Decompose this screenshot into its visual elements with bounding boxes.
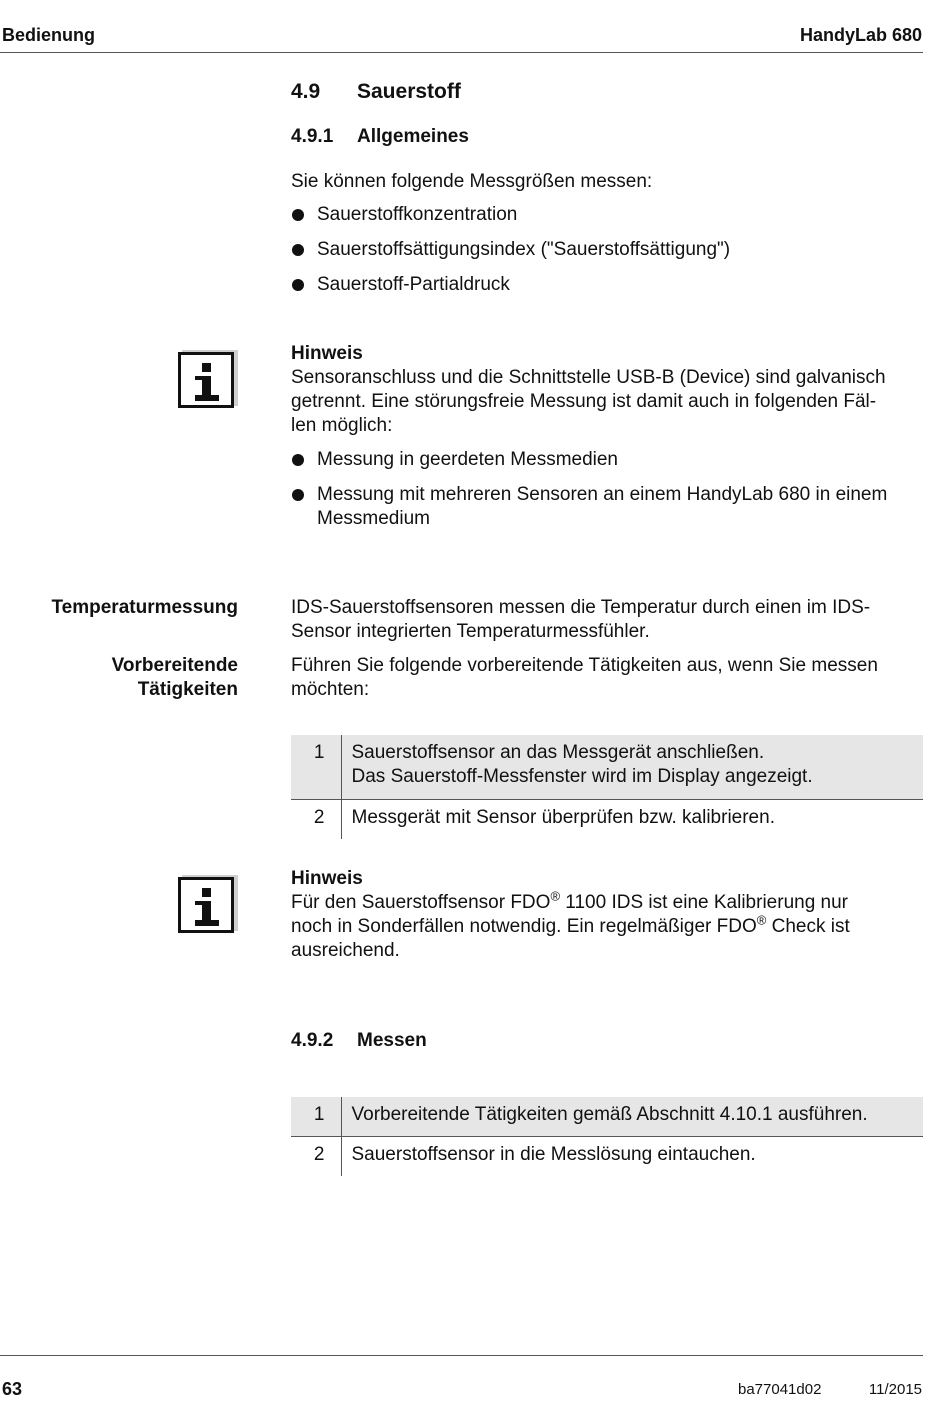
- note-line: [291, 888, 931, 915]
- note-line: [291, 912, 931, 939]
- note-bullet-list: [291, 448, 923, 542]
- text-line: Sensor integrierten Temperaturmessfühler.: [291, 621, 650, 642]
- text-line: IDS-Sauerstoffsensoren messen die Temperatur durch einen im IDS-: [291, 597, 871, 618]
- running-header-right: HandyLab 680: [799, 25, 922, 45]
- table-row: [291, 735, 923, 800]
- side-label-line: Vorbereitende: [111, 655, 238, 676]
- step-number: 2: [291, 1137, 341, 1177]
- note-block: [291, 867, 931, 963]
- note-line: ausreichend.: [291, 940, 400, 961]
- step-number: 1: [291, 1097, 341, 1137]
- note-title: Hinweis: [291, 868, 363, 889]
- note-text: Check ist: [766, 916, 850, 937]
- running-header-left: Bedienung: [2, 25, 95, 45]
- step-number: 2: [291, 800, 341, 840]
- side-label-temperature: Temperaturmessung: [51, 597, 238, 618]
- note-text: noch in Sonderfällen notwendig. Ein regelmäßiger FDO: [291, 916, 757, 937]
- document-id: ba77041d02: [738, 1381, 822, 1398]
- step-number: 1: [291, 735, 341, 800]
- step-text: Vorbereitende Tätigkeiten gemäß Abschnitt 4.10.1 ausführen.: [341, 1097, 923, 1137]
- step-text: Messgerät mit Sensor überprüfen bzw. kalibrieren.: [351, 807, 775, 828]
- preparation-steps-table: [291, 735, 923, 839]
- temperature-paragraph: [291, 596, 870, 644]
- note-line: len möglich:: [291, 415, 393, 436]
- subsection-title: Allgemeines: [357, 126, 469, 147]
- subsection-heading-general: [291, 126, 469, 148]
- preparation-paragraph: [291, 654, 878, 702]
- quantity-list: [291, 203, 923, 308]
- list-item: Sauerstoffkonzentration: [291, 203, 923, 227]
- table-row: [291, 800, 923, 840]
- side-label-preparation: [0, 654, 238, 702]
- intro-paragraph: Sie können folgende Messgrößen messen:: [291, 171, 653, 192]
- text-line: möchten:: [291, 679, 370, 700]
- list-item: Sauerstoff-Partialdruck: [291, 273, 923, 297]
- note-title: Hinweis: [291, 343, 363, 364]
- table-row: [291, 1097, 923, 1137]
- text-line: Führen Sie folgende vorbereitende Tätigkeiten aus, wenn Sie messen: [291, 655, 878, 676]
- subsection-number: 4.9.1: [291, 126, 334, 147]
- info-icon: [178, 877, 234, 933]
- note-line: getrennt. Eine störungsfreie Messung ist damit auch in folgenden Fäl-: [291, 391, 877, 412]
- registered-mark: ®: [550, 888, 561, 904]
- subsection-title: Messen: [357, 1030, 427, 1051]
- footer-rule: [0, 1355, 923, 1356]
- step-text: Sauerstoffsensor in die Messlösung eintauchen.: [351, 1144, 756, 1165]
- list-item: Messung mit mehreren Sensoren an einem HandyLab 680 in einem Messmedium: [291, 483, 923, 531]
- step-text-line: Das Sauerstoff-Messfenster wird im Display angezeigt.: [351, 766, 813, 787]
- note-block: [291, 342, 931, 438]
- note-text: Für den Sauerstoffsensor FDO: [291, 892, 551, 913]
- document-date: 11/2015: [868, 1381, 922, 1398]
- list-item: Sauerstoffsättigungsindex ("Sauerstoffsättigung"): [291, 238, 923, 262]
- page-number: 63: [2, 1379, 23, 1399]
- subsection-number: 4.9.2: [291, 1030, 334, 1051]
- list-item: Messung in geerdeten Messmedien: [291, 448, 923, 472]
- table-row: [291, 1137, 923, 1177]
- section-title: Sauerstoff: [357, 80, 461, 103]
- step-text: [341, 735, 923, 800]
- note-text: 1100 IDS ist eine Kalibrierung nur: [560, 892, 849, 913]
- registered-mark: ®: [756, 912, 767, 928]
- side-label-line: Tätigkeiten: [137, 679, 238, 700]
- subsection-heading-measure: [291, 1030, 427, 1052]
- section-number: 4.9: [291, 80, 321, 103]
- header-rule: [0, 52, 923, 53]
- note-line: Sensoranschluss und die Schnittstelle USB-B (Device) sind galvanisch: [291, 367, 886, 388]
- section-heading: [291, 80, 461, 104]
- measure-steps-table: [291, 1097, 923, 1176]
- info-icon: [178, 352, 234, 408]
- step-text-line: Sauerstoffsensor an das Messgerät anschließen.: [351, 742, 765, 763]
